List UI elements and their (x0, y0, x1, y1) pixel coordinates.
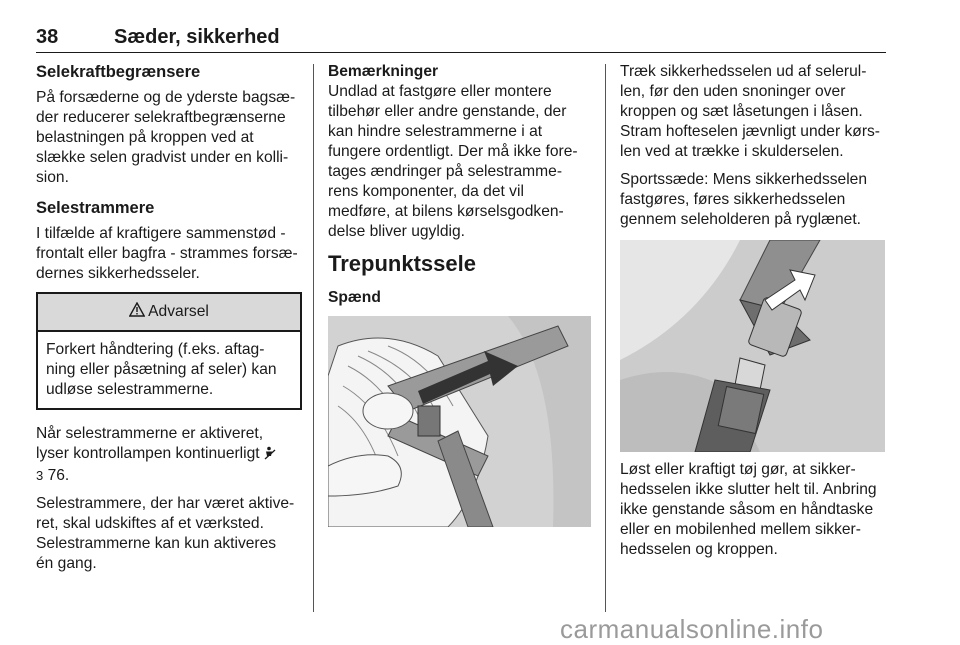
illustration-belt-buckle (620, 240, 885, 452)
paragraph-loose-clothing: Løst eller kraftigt tøj gør, at sikker- hedsselen ikke slutter helt til. Anbring ikke genstande såsom en håndtaske eller en mobilenhed mellem sikker- hedsselen og kroppen. (620, 461, 877, 558)
section-title-pretensioners: Selestrammere (36, 199, 155, 217)
page-reference-link[interactable]: 76. (47, 467, 70, 484)
warning-body: Forkert håndtering (f.eks. aftag- ning eller påsætning af seler) kan udløse selestrammerne. (46, 341, 277, 398)
page-header (36, 26, 886, 54)
warning-header (38, 294, 300, 332)
column-divider-2 (605, 64, 606, 612)
illustration-fastening-belt (328, 316, 591, 527)
paragraph-control-lamp: Når selestrammerne er aktiveret, lyser kontrollampen kontinuerligt 3 76. (36, 424, 304, 486)
warning-title: Advarsel (148, 303, 209, 320)
header-rule (36, 52, 886, 53)
paragraph-sports-seat: Sportssæde: Mens sikkerhedsselen fastgøres, føres sikkerhedsselen gennem seleholderen på ryglænet. (620, 171, 868, 228)
column-1 (36, 62, 304, 582)
section-title-three-point-belt: Trepunktssele (328, 251, 476, 276)
column-divider-1 (313, 64, 314, 612)
reference-arrow-icon: 3 (36, 468, 44, 483)
note-title: Bemærkninger (328, 63, 439, 80)
warning-box (36, 292, 302, 410)
paragraph-pretensioners: I tilfælde af kraftigere sammenstød - frontalt eller bagfra - strammes forsæ- dernes sikkerhedsseler. (36, 225, 298, 282)
page-number: 38 (36, 26, 59, 48)
paragraph-replacement: Selestrammere, der har været aktive- ret, skal udskiftes af et værksted. Selestrammerne kan kun aktiveres én gang. (36, 495, 295, 572)
subsection-title-fasten: Spænd (328, 289, 381, 306)
paragraph-force-limiters: På forsæderne og de yderste bagsæ- der reducerer selekraftbegrænserne belastningen på kroppen ved at slække selen gradvist under en kolli- sion. (36, 89, 296, 186)
chapter-title: Sæder, sikkerhed (114, 26, 280, 48)
section-title-force-limiters: Selekraftbegrænsere (36, 63, 201, 81)
column-3 (620, 62, 888, 568)
paragraph-fastening-instructions: Træk sikkerhedsselen ud af selerul- len, før den uden snoninger over kroppen og sæt låsetungen i låsen. Stram hofteselen jævnligt under kørs- len ved at trække i skulderselen. (620, 63, 880, 160)
watermark: carmanualsonline.info (560, 614, 824, 644)
seatbelt-pretensioner-lamp-icon (264, 446, 276, 466)
warning-triangle-icon (129, 302, 145, 323)
column-2 (328, 62, 596, 527)
paragraph-note: Undlad at fastgøre eller montere tilbehør eller andre genstande, der kan hindre selestrammerne i at fungere ordentligt. Der må ikke fore- tages ændringer på selestramme- rens komponenter, da det vil medføre, at bilens kørselsgodken- delse bliver ugyldig. (328, 83, 578, 240)
